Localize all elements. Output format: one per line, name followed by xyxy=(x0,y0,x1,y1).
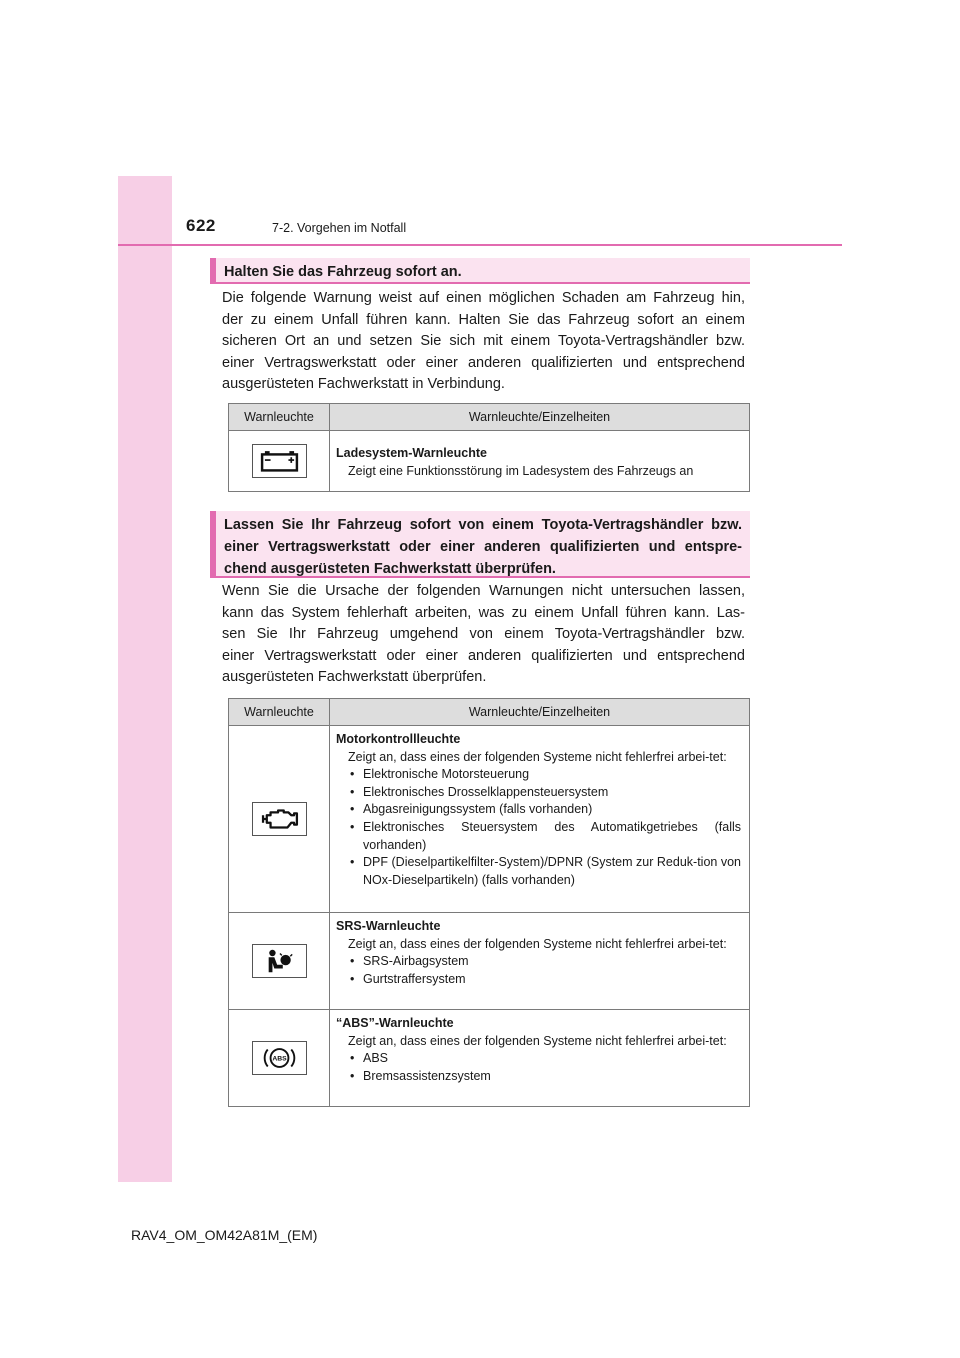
paragraph-line: ausgerüsteten Fachwerkstatt in Verbindung. xyxy=(222,376,505,392)
list-item: • Elektronische Motorsteuerung xyxy=(348,766,741,784)
warning-text: Zeigt an, dass eines der folgenden Systeme nicht fehlerfrei arbei-tet: xyxy=(348,749,727,764)
heading-inspect-vehicle xyxy=(210,511,750,578)
warning-text: Zeigt an, dass eines der folgenden Systeme nicht fehlerfrei arbei-tet: xyxy=(348,936,727,951)
heading-line: Lassen Sie Ihr Fahrzeug sofort von einem Toyota-Vertragshändler bzw. xyxy=(224,517,742,533)
table-row xyxy=(229,726,750,913)
list-item: • DPF (Dieselpartikelfilter-System)/DPNR (System zur Reduk-tion von NOx-Dieselpartikeln) (falls vorhanden) xyxy=(348,854,741,889)
list-item: • SRS-Airbagsystem xyxy=(348,953,741,971)
engine-check-icon xyxy=(252,802,307,836)
battery-icon xyxy=(252,444,307,478)
side-tab-strip xyxy=(118,176,172,1182)
heading-line: einer Vertragswerkstatt oder einer anderen qualifizierten und entspre- xyxy=(224,539,742,555)
table-row xyxy=(229,431,750,492)
paragraph-line: kann das System fehlerhaft arbeiten, was zu einem Unfall führen kann. Las- xyxy=(222,604,745,621)
paragraph-line: Die folgende Warnung weist auf einen möglichen Schaden am Fahrzeug hin, xyxy=(222,290,745,306)
paragraph-line: ausgerüsteten Fachwerkstatt überprüfen. xyxy=(222,669,487,685)
column-header-warnleuchte: Warnleuchte xyxy=(229,699,330,726)
paragraph-inspect-vehicle xyxy=(222,581,745,689)
list-item: • Elektronisches Steuersystem des Automatikgetriebes (falls vorhanden) xyxy=(348,819,741,854)
warning-title: “ABS”-Warnleuchte xyxy=(336,1016,454,1030)
paragraph-line: sen Sie Ihr Fahrzeug umgehend von einem Toyota-Vertragshändler bzw. xyxy=(222,626,745,642)
heading-text: Halten Sie das Fahrzeug sofort an. xyxy=(224,264,462,280)
abs-icon xyxy=(252,1041,307,1075)
table-header-row xyxy=(229,699,750,726)
section-title: 7-2. Vorgehen im Notfall xyxy=(272,221,407,235)
warning-title: SRS-Warnleuchte xyxy=(336,919,441,933)
heading-stop-vehicle xyxy=(210,258,750,284)
warning-text: Zeigt eine Funktionsstörung im Ladesystem des Fahrzeugs an xyxy=(348,463,694,478)
warning-table-inspect xyxy=(228,698,750,1107)
list-item: • Abgasreinigungssystem (falls vorhanden) xyxy=(348,801,741,819)
warning-title: Ladesystem-Warnleuchte xyxy=(336,446,487,460)
paragraph-line: sicheren Ort an und setzen Sie sich mit einem Toyota-Vertragshändler bzw. xyxy=(222,333,745,349)
system-list xyxy=(336,1050,741,1085)
list-item: • Gurtstraffersystem xyxy=(348,971,741,989)
heading-line: chend ausgerüsteten Fachwerkstatt überprüfen. xyxy=(224,561,556,577)
table-row xyxy=(229,1010,750,1107)
paragraph-line: einer Vertragswerkstatt oder einer anderen qualifizierten und entsprechend xyxy=(222,354,745,371)
warning-title: Motorkontrollleuchte xyxy=(336,732,461,746)
paragraph-stop-vehicle xyxy=(222,288,745,396)
paragraph-line: der zu einem Unfall führen kann. Halten Sie das Fahrzeug sofort an einem xyxy=(222,311,745,328)
abs-icon-label: ABS xyxy=(271,1055,287,1063)
column-header-details: Warnleuchte/Einzelheiten xyxy=(330,404,750,431)
page-number: 622 xyxy=(186,216,216,235)
paragraph-line: einer Vertragswerkstatt oder einer anderen qualifizierten und entsprechend xyxy=(222,647,745,664)
list-item: • ABS xyxy=(348,1050,741,1068)
list-item: • Elektronisches Drosselklappensteuersystem xyxy=(348,784,741,802)
paragraph-line: Wenn Sie die Ursache der folgenden Warnungen nicht untersuchen lassen, xyxy=(222,583,745,599)
list-item: • Bremsassistenzsystem xyxy=(348,1068,741,1086)
warning-text: Zeigt an, dass eines der folgenden Systeme nicht fehlerfrei arbei-tet: xyxy=(348,1033,727,1048)
system-list xyxy=(336,953,741,988)
column-header-warnleuchte: Warnleuchte xyxy=(229,404,330,431)
header-rule xyxy=(118,244,842,246)
warning-table-stop xyxy=(228,403,750,492)
column-header-details: Warnleuchte/Einzelheiten xyxy=(330,699,750,726)
srs-airbag-icon xyxy=(252,944,307,978)
system-list xyxy=(336,766,741,889)
document-code: RAV4_OM_OM42A81M_(EM) xyxy=(131,1227,318,1243)
table-row xyxy=(229,913,750,1010)
table-header-row xyxy=(229,404,750,431)
